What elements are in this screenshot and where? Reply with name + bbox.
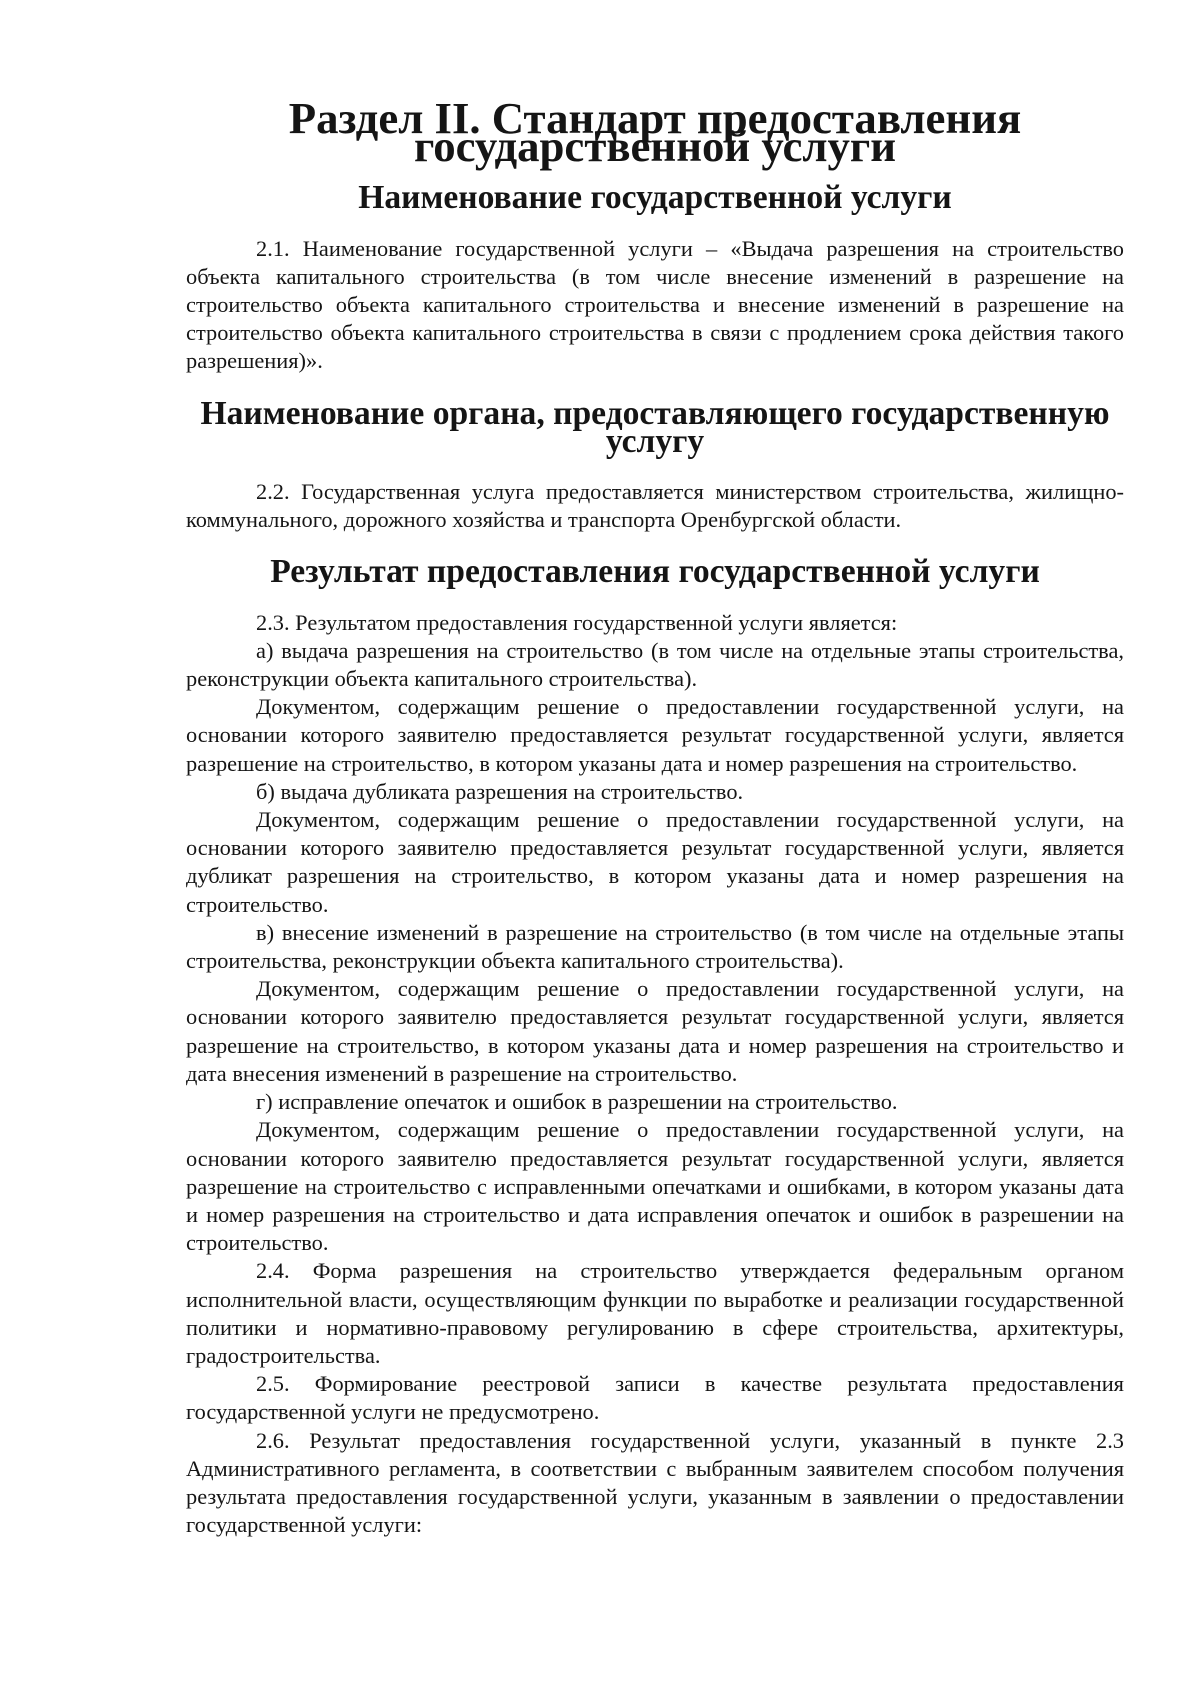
paragraph-2-3: 2.3. Результатом предоставления государственной услуги является: [256,609,898,635]
paragraph-2-3-b: б) выдача дубликата разрешения на строительство. [256,778,744,804]
subsection-heading-service-name: Наименование государственной услуги [358,179,952,217]
subsection-heading-authority: Наименование органа, предоставляющего государственную услугу [200,394,1110,460]
paragraph-2-3-v-document: Документом, содержащим решение о предоставлении государственной услуги, на основании которого заявителю предоставляется результат государственной услуги, является разрешение на строительство, в котором указаны дата и номер разрешения на строительство и дата внесения изменений в разрешение на строительство. [186,976,1124,1086]
paragraph-2-1: 2.1. Наименование государственной услуги – «Выдача разрешения на строительство объекта капитального строительства (в том числе внесение изменений в разрешение на строительство объекта капитального строительства и внесение изменений в разрешение на строительство объекта капитального строительства в связи с продлением срока действия такого разрешения)». [186,235,1124,374]
paragraph-2-3-b-document: Документом, содержащим решение о предоставлении государственной услуги, на основании которого заявителю предоставляется результат государственной услуги, является дубликат разрешения на строительство, в котором указаны дата и номер разрешения на строительство. [186,807,1124,917]
paragraph-2-3-g: г) исправление опечаток и ошибок в разрешении на строительство. [256,1089,898,1115]
paragraph-2-3-a: а) выдача разрешения на строительство (в том числе на отдельные этапы строительства, реконструкции объекта капитального строительства). [186,637,1124,692]
document-page [186,93,1124,1539]
paragraph-2-3-v: в) внесение изменений в разрешение на строительство (в том числе на отдельные этапы строительства, реконструкции объекта капитального строительства). [186,919,1124,974]
paragraph-2-2: 2.2. Государственная услуга предоставляется министерством строительства, жилищно-коммунального, дорожного хозяйства и транспорта Оренбургской области. [186,479,1124,533]
subsection-heading-result: Результат предоставления государственной услуги [270,553,1040,591]
paragraph-2-6: 2.6. Результат предоставления государственной услуги, указанный в пункте 2.3 Административного регламента, в соответствии с выбранным заявителем способом получения результата предоставления государственной услуги, указанным в заявлении о предоставлении государственной услуги: [186,1427,1124,1538]
paragraph-2-3-a-document: Документом, содержащим решение о предоставлении государственной услуги, на основании которого заявителю предоставляется результат государственной услуги, является разрешение на строительство, в котором указаны дата и номер разрешения на строительство. [186,694,1124,776]
section-title: Раздел II. Стандарт предоставления государственной услуги [288,93,1022,172]
paragraph-2-4: 2.4. Форма разрешения на строительство утверждается федеральным органом исполнительной власти, осуществляющим функции по выработке и реализации государственной политики и нормативно-правовому регулированию в сфере строительства, архитектуры, градостроительства. [186,1258,1124,1368]
paragraph-2-5: 2.5. Формирование реестровой записи в качестве результата предоставления государственной услуги не предусмотрено. [186,1371,1124,1425]
paragraph-2-3-g-document: Документом, содержащим решение о предоставлении государственной услуги, на основании которого заявителю предоставляется результат государственной услуги, является разрешение на строительство с исправленными опечатками и ошибками, в котором указаны дата и номер разрешения на строительство и дата исправления опечаток и ошибок в разрешении на строительство. [186,1117,1124,1256]
